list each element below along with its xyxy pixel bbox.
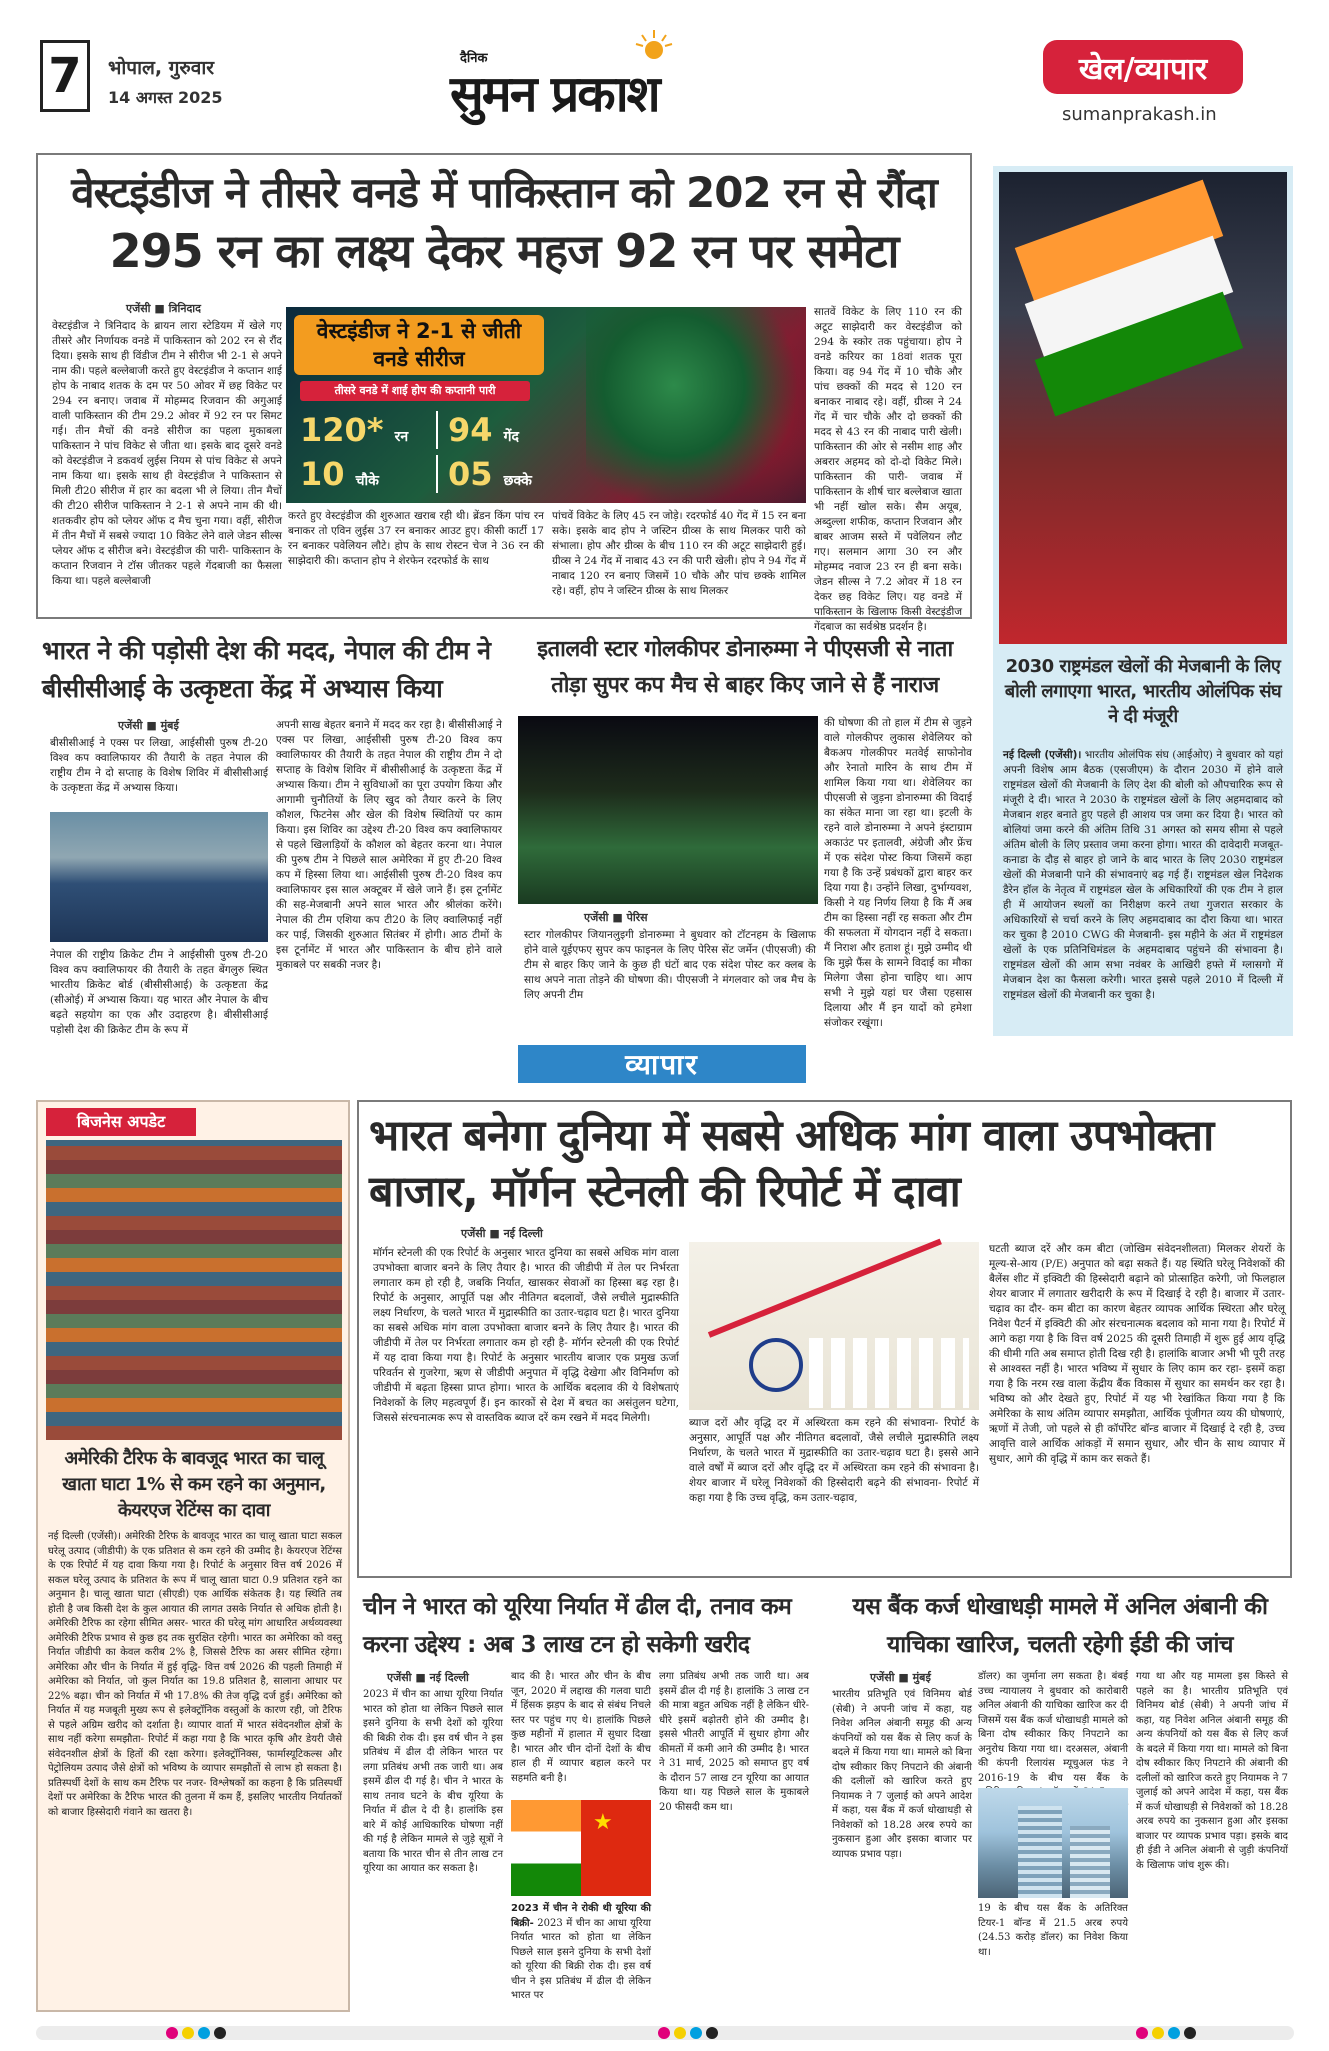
paper-name: सुमन प्रकाश [450, 65, 659, 123]
page-number: 7 [48, 48, 82, 104]
cwg-body-text: भारतीय ओलंपिक संघ (आईओए) ने बुधवार को यहां अपनी विशेष आम बैठक (एसजीएम) के दौरान 2030 में होने वाले राष्ट्रमंडल खेलों की मेजबानी के लिए देश की बोली को औपचारिक रूप से मंजूरी दे दी। भारत ने 2030 के राष्ट्रमंडल खेलों के लिए अहमदाबाद को मेजबान शहर बनाते हुए पहले ही आशय पत्र जमा कर दिया है। भारत को बोलियां जमा करने की अंतिम तिथि 31 अगस्त को समय सीमा से पहले अंतिम बोली के लिए प्रस्ताव जमा करना होगा। भारत की दावेदारी मजबूत- कनाडा के दौड़ से बाहर हो जाने के बाद भारत के लिए 2030 राष्ट्रमंडल खेलों की मेजबानी पाने की संभावनाएं बढ़ गई हैं। राष्ट्रमंडल खेल निदेशक डैरेन हॉल के नेतृत्व में राष्ट्रमंडल खेल के अधिकारियों की एक टीम ने हाल ही में आयोजन स्थलों का निरीक्षण करने तथा गुजरात सरकार के अधिकारियों से चर्चा करने के लिए अहमदाबाद का दौरा किया था। भारत कर चुका है 2010 CWG की मेजबानी- इस महीने के अंत में राष्ट्रमंडल खेलों के एक प्रतिनिधिमंडल के अहमदाबाद पहुंचने की संभावना है। राष्ट्रमंडल खेलों की आम सभा नवंबर के आखिरी हफ्ते में ग्लासगो में मेजबान देश का फैसला करेगी। भारत इससे पहले 2010 में दिल्ली में राष्ट्रमंडल खेलों की मेजबानी कर चुका है। [1003, 749, 1283, 1001]
nepal-headline: भारत ने की पड़ोसी देश की मदद, नेपाल की टीम ने बीसीसीआई के उत्कृष्टता केंद्र में अभ्यास किया [42, 636, 491, 703]
chart-bars [809, 1338, 969, 1408]
urea-caption-body: 2023 में चीन का आधा यूरिया निर्यात भारत को होता था लेकिन पिछले साल इसने दुनिया के सभी देशों को यूरिया की बिक्री रोक दी। इस वर्ष चीन ने इस प्रतिबंध में ढील दी लेकिन भारत पर [511, 1917, 651, 2001]
cricket-story [36, 153, 972, 633]
yesbank-building-photo [978, 1788, 1128, 1898]
cricket-overlay-title: वेस्टइंडीज ने 2-1 से जीती वनडे सीरीज [294, 315, 544, 375]
footer-dot [1136, 2027, 1148, 2039]
yesbank-story [826, 1588, 1294, 2013]
footer-dot [214, 2027, 226, 2039]
paper-small-name: दैनिक [460, 51, 488, 66]
footer-dot [690, 2027, 702, 2039]
yesbank-caption: 19 के बीच यस बैंक के अतिरिक्त टियर-1 बॉन्ड में 21.5 अरब रुपये (24.53 करोड़ डॉलर) का निवेश किया था। [978, 1903, 1128, 1958]
yesbank-headline: यस बैंक कर्ज धोखाधड़ी मामले में अनिल अंबानी की याचिका खारिज, चलती रहेगी ईडी की जांच [852, 1594, 1268, 1658]
footer-strip [36, 2026, 1294, 2040]
yesbank-byline: एजेंसी ■ मुंबई [870, 1671, 931, 1684]
yesbank-col-1: भारतीय प्रतिभूति एवं विनिमय बोर्ड (सेबी) ने अपनी जांच में कहा, यह निवेश अनिल अंबानी समूह की अन्य कंपनियों को यस बैंक से लिए कर्ज के बदले में किया गया था। मामले को बिना दोष स्वीकार किए निपटाने की अंबानी की दलीलों को खारिज करते हुए नियामक ने 7 जुलाई को अपने आदेश में कहा, यस बैंक में कर्ज धोखाधड़ी से निवेशकों को 18.28 अरब रुपये का नुकसान हुआ और इसका बाजार पर व्यापक प्रभाव पड़ा। [832, 1689, 972, 1860]
cwg-story [993, 166, 1293, 1036]
cricket-col-1: वेस्टइंडीज ने त्रिनिदाद के ब्रायन लारा स्टेडियम में खेले गए तीसरे और निर्णायक वनडे में पाकिस्तान को 202 रन से रौंद दिया। इसके साथ ही विंडीज टीम ने सीरीज भी 2-1 से अपने नाम की। पहले बल्लेबाजी करते हुए वेस्टइंडीज ने कप्तान शाई होप के नाबाद शतक के दम पर 50 ओवर में छह विकेट पर 294 रन बनाए। जवाब में मोहम्मद रिजवान की अगुआई वाली पाकिस्तान की टीम 29.2 ओवर में 92 रन पर सिमट गई। तीन मैचों की वनडे सीरीज का पहला मुकाबला पाकिस्तान ने पांच विकेट से जीता था। इसके बाद दूसरे वनडे को वेस्टइंडीज ने डकवर्थ लुईस नियम से पांच विकेट से अपने नाम किया था। इसके साथ ही वेस्टइंडीज ने पाकिस्तान से मिली टी20 सीरीज में हार का बदला भी ले लिया। तीन मैचों की टी20 सीरीज पाकिस्तान ने 2-1 से अपने नाम की थी। शतकवीर होप को प्लेयर ऑफ द मैच चुना गया। वहीं, सीरीज में तीन मैचों में सबसे ज्यादा 10 विकेट लेने वाले जेडन सील्स प्लेयर ऑफ द सीरीज बने। वेस्टइंडीज की पारी- पाकिस्तान के कप्तान रिजवान ने टॉस जीतकर पहले गेंदबाजी का फैसला किया था। पहले बल्लेबाजी [52, 320, 282, 587]
nepal-col-2: अपनी साख बेहतर बनाने में मदद कर रहा है। बीसीसीआई ने एक्स पर लिखा, आईसीसी पुरुष टी-20 विश्व कप क्वालिफायर की तैयारी के तहत नेपाल की राष्ट्रीय टीम ने दो सप्ताह के विशेष शिविर में बीसीसीआई के उत्कृष्टता केंद्र में अभ्यास किया। टीम ने सुविधाओं का पूरा उपयोग किया और आगामी चुनौतियों के लिए खुद को तैयार करने के लिए कौशल, फिटनेस और खेल की विशेष स्थितियों पर काम किया। इस शिविर का उद्देश्य टी-20 विश्व कप क्वालिफायर से पहले खिलाड़ियों के कौशल को बेहतर करना था। नेपाल की पुरुष टीम ने पिछले साल अमेरिका में हुए टी-20 विश्व कप में हिस्सा लिया था। आईसीसी पुरुष टी-20 विश्व कप क्वालिफायर इस साल अक्टूबर में खेले जाने हैं। इस टूर्नामेंट की सह-मेजबानी अपने साल भारत और श्रीलंका करेंगे। नेपाल की टीम एशिया कप टी20 के लिए क्वालिफाई नहीं कर पाई, जिसकी शुरुआत सितंबर में होगी। आठ टीमों के इस टूर्नामेंट में भारत और पाकिस्तान के बीच होने वाले मुकाबले पर सबकी नजर है। [276, 719, 502, 971]
website-link[interactable]: sumanprakash.in [1062, 104, 1217, 125]
morgan-byline: एजेंसी ■ नई दिल्ली [461, 1227, 543, 1240]
cwg-headline: 2030 राष्ट्रमंडल खेलों की मेजबानी के लिए बोली लगाएगा भारत, भारतीय ओलंपिक संघ ने दी मंजूरी [1004, 656, 1282, 727]
cwg-byline: नई दिल्ली (एजेंसी)। [1003, 749, 1082, 761]
stat-box-runs [300, 411, 430, 449]
cricket-headline-1: वेस्टइंडीज ने तीसरे वनडे में पाकिस्तान को 202 रन से रौंदा [71, 168, 937, 217]
sun-logo-icon [634, 30, 674, 52]
yesbank-col-3: गया था और यह मामला इस किस्ते से पहले का है। भारतीय प्रतिभूति एवं विनिमय बोर्ड (सेबी) ने अपनी जांच में कहा, यह निवेश अनिल अंबानी समूह की अन्य कंपनियों को यस बैंक से लिए कर्ज के बदले में किया गया था। मामले को बिना दोष स्वीकार किए निपटाने की अंबानी की दलीलों को खारिज करते हुए नियामक ने 7 जुलाई को अपने आदेश में कहा, यस बैंक में कर्ज धोखाधड़ी से निवेशकों को 18.28 अरब रुपये का नुकसान हुआ और इसका बाजार पर व्यापक प्रभाव पड़ा। इसके बाद ही ईडी ने अनिल अंबानी से जुड़ी कंपनियों के खिलाफ जांच शुरू की। [1136, 1671, 1288, 1871]
dateline [108, 54, 308, 108]
yesbank-col-2: डॉलर) का जुर्माना लग सकता है। बंबई उच्च न्यायालय ने बुधवार को कारोबारी अनिल अंबानी की याचिका खारिज कर दी जिसमें यस बैंक कर्ज धोखाधड़ी मामले को बिना दोष स्वीकार किए निपटाने का अनुरोध किया गया था। दरअसल, अंबानी की कंपनी रिलायंस म्यूचुअल फंड ने 2016-19 के बीच यस बैंक के [978, 1671, 1128, 1784]
city-day: भोपाल, गुरुवार [108, 57, 215, 79]
cricket-col-2: करते हुए वेस्टइंडीज की शुरुआत खराब रही थी। ब्रेंडन किंग पांच रन बनाकर तो एविन लुईस 37 रन बनाकर आउट हुए। कीसी कार्टी 17 रन बनाकर पवेलियन लौटे। होप के साथ रोस्टन चेज ने 36 रन की साझेदारी की। कप्तान होप ने शेरफेन रदरफोर्ड के साथ [288, 510, 544, 567]
stat-box-fours [300, 455, 430, 493]
morgan-chart-graphic [689, 1242, 979, 1410]
paper-logo [440, 30, 860, 130]
footer-dot [674, 2027, 686, 2039]
nepal-col-1-bottom: नेपाल की राष्ट्रीय क्रिकेट टीम ने आईसीसी पुरुष टी-20 विश्व कप क्वालिफायर की तैयारी के तहत बेंगलुरु स्थित भारतीय क्रिकेट बोर्ड (बीसीसीआई) के उत्कृष्टता केंद्र (सीओई) में अभ्यास किया। यह भारत और नेपाल के बीच बढ़ते सहयोग का एक और उदाहरण है। बीसीसीआई पड़ोसी देश की क्रिकेट टीम के रूप में [50, 949, 268, 1036]
stat-runs-label: रन [394, 429, 409, 445]
page-number-box [40, 40, 90, 112]
donnarumma-photo [518, 716, 818, 904]
stat-balls-label: गेंद [503, 429, 519, 445]
footer-dot [166, 2027, 178, 2039]
footer-dot [658, 2027, 670, 2039]
business-update-body: नई दिल्ली (एजेंसी)। अमेरिकी टैरिफ के बावजूद भारत का चालू खाता घाटा सकल घरेलू उत्पाद (जीडीपी) के एक प्रतिशत से कम रहने की उम्मीद है। केयरएज रेटिंग्स के एक रिपोर्ट में यह दावा किया गया है। रिपोर्ट के अनुसार वित्त वर्ष 2026 में सकल घरेलू उत्पाद के प्रतिशत के रूप में चालू खाता घाटा 0.9 प्रतिशत रहने का अनुमान है। चालू खाता घाटा (सीएडी) एक आर्थिक संकेतक है। यह स्थिति तब होती है जब किसी देश के कुल आयात की लागत उसके निर्यात से अधिक होती है। अमेरिकी टैरिफ का रहेगा सीमित असर- भारत की घरेलू मांग आधारित अर्थव्यवस्था अमेरिकी टैरिफ प्रभाव से कुछ हद तक सुरक्षित रहेगी। भारत का अमेरिका को वस्तु निर्यात जीडीपी का केवल करीब 2% है, जिससे टैरिफ का असर सीमित रहेगा। अमेरिका और चीन के निर्यात में हुई वृद्धि- वित्त वर्ष 2026 की पहली तिमाही में अमेरिका को निर्यात, जो कुल निर्यात का 19.8 प्रतिशत है, सालाना आधार पर 22% बढ़ा। चीन को निर्यात में भी 17.8% की तेज वृद्धि दर्ज हुई। अमेरिका को निर्यात में यह मजबूती मुख्य रूप से इलेक्ट्रॉनिक वस्तुओं के कारण रही, जो टैरिफ से पहले अग्रिम खरीद को दर्शाता है। व्यापार वार्ता में भारत संवेदनशील क्षेत्रों के साथ नहीं करेगा समझौता- रिपोर्ट में कहा गया है कि भारत कृषि और डेयरी जैसे संवेदनशील क्षेत्रों के हितों की रक्षा करेगा। इलेक्ट्रॉनिक्स, फार्मास्यूटिकल्स और पेट्रोलियम उत्पाद जैसे क्षेत्रों को भविष्य के व्यापार समझौतों से लाभ हो सकता है। प्रतिस्पर्धी देशों के साथ कम टैरिफ पर नजर- विश्लेषकों का कहना है कि प्रतिस्पर्धी देशों पर अमेरिका के टैरिफ भारत की तुलना में कम हैं, इसलिए भारतीय निर्यातकों को बाजार हिस्सेदारी गंवाने का खतरा है। [48, 1531, 342, 1818]
urea-col-2: बाद की है। भारत और चीन के बीच जून, 2020 में लद्दाख की गलवा घाटी में हिंसक झड़प के बाद से संबंध निचले स्तर पर पहुंच गए थे। हालांकि पिछले कुछ महीनों में हालात में सुधार दिखा है। भारत और चीन दोनों देशों के बीच हाल ही में व्यापार बहाल करने पर सहमति बनी है। [511, 1671, 651, 1784]
stat-box-sixes [436, 455, 556, 493]
china-star: ★ [593, 1810, 613, 1835]
donnarumma-story [516, 632, 974, 1032]
section-name: खेल/व्यापार [1078, 51, 1208, 87]
footer-dot [198, 2027, 210, 2039]
stat-runs-value: 120* [300, 411, 384, 449]
section-tag [1043, 40, 1243, 94]
nepal-byline: एजेंसी ■ मुंबई [118, 719, 179, 732]
urea-byline: एजेंसी ■ नई दिल्ली [387, 1671, 469, 1684]
stat-fours-label: चौके [355, 473, 379, 489]
vyapar-banner [518, 1045, 806, 1083]
urea-story [357, 1588, 815, 2013]
morgan-headline: भारत बनेगा दुनिया में सबसे अधिक मांग वाला उपभोक्ता बाजार, मॉर्गन स्टेनली की रिपोर्ट में दावा [369, 1111, 1214, 1217]
footer-dot [182, 2027, 194, 2039]
nepal-story [36, 632, 506, 1036]
urea-col-1: 2023 में चीन का आधा यूरिया निर्यात भारत को होता था लेकिन पिछले साल इसने दुनिया के सभी देशों को यूरिया की बिक्री रोक दी। इस वर्ष चीन ने इस प्रतिबंध में ढील दी लेकिन भारत पर लगा प्रतिबंध अभी तक जारी था। अब इसमें ढील दी गई है। चीन ने भारत के साथ तनाव घटने के बीच यूरिया के निर्यात में ढील दे दी है। हालांकि इस बारे में कोई आधिकारिक घोषणा नहीं की गई है लेकिन मामले से जुड़े सूत्रों ने बताया कि भारत चीन से तीन लाख टन यूरिया का आयात कर सकता है। [363, 1689, 503, 1874]
india-flag [511, 1800, 581, 1896]
cricket-headline-2: 295 रन का लक्ष्य देकर महज 92 रन पर समेटा [109, 224, 899, 278]
urea-caption-title: 2023 में चीन ने रोकी थी यूरिया की बिक्री- [511, 1903, 651, 1929]
cricket-col-4: सातवें विकेट के लिए 110 रन की अटूट साझेदारी कर वेस्टइंडीज को 294 के स्कोर तक पहुंचाया। होप ने वनडे करियर का 18वां शतक पूरा किया। वह 94 गेंद में 10 चौके और पांच छक्कों की मदद से 120 रन बनाकर नाबाद रहे। वहीं, ग्रीव्स ने 24 गेंद में चार चौके और दो छक्कों की मदद से 43 रन की नाबाद पारी खेली। पाकिस्तान की ओर से नसीम शाह और अबरार अहमद को दो-दो विकेट मिले। पाकिस्तान की पारी- जवाब में पाकिस्तान के शीर्ष चार बल्लेबाज खाता भी नहीं खोल सके। सैम अयूब, अब्दुल्ला शफीक, कप्तान रिजवान और बाबर आजम सस्ते में पवेलियन लौट गए। सलमान आगा 30 रन और मोहम्मद नवाज 23 रन ही बना सके। जेडन सील्स ने 7.2 ओवर में 18 रन देकर छह विकेट लिए। यह वनडे में पाकिस्तान के खिलाफ किसी वेस्टइंडीज गेंदबाज का सर्वश्रेष्ठ प्रदर्शन है। [814, 306, 962, 633]
business-update-headline: अमेरिकी टैरिफ के बावजूद भारत का चालू खाता घाटा 1% से कम रहने का अनुमान, केयरएज रेटिंग्स का दावा [62, 1448, 326, 1521]
footer-dot [706, 2027, 718, 2039]
cricket-col-3: पांचवें विकेट के लिए 45 रन जोड़े। रदरफोर्ड 40 गेंद में 15 रन बना सके। इसके बाद होप ने जस्टिन ग्रीव्स के साथ मिलकर पारी को संभाला। होप और ग्रीव्स के बीच 110 रन की अटूट साझेदारी हुई। ग्रीव्स ने 24 गेंद में नाबाद 43 रन की पारी खेली। होप ने 94 गेंद में नाबाद 120 रन बनाए जिसमें 10 चौके और पांच छक्के शामिल रहे। वहीं, होप ने जस्टिन ग्रीव्स के साथ मिलकर [552, 510, 806, 597]
nepal-team-photo [50, 812, 268, 942]
issue-date: 14 अगस्त 2025 [108, 88, 223, 107]
morgan-col-2: ब्याज दरों और वृद्धि दर में अस्थिरता कम रहने की संभावना- रिपोर्ट के अनुसार, आपूर्ति पक्ष और नीतिगत बदलावों, जैसे लचीले मुद्रास्फीति लक्ष्य निर्धारण, के चलते भारत में मुद्रास्फीति का उतार-चढ़ाव घटा है। इससे आने वाले वर्षों में ब्याज दरों और वृद्धि दर में अस्थिरता कम रहने की संभावना है। शेयर बाजार में घरेलू निवेशकों की हिस्सेदारी बढ़ने की संभावना- रिपोर्ट में कहा गया है कि उच्च वृद्धि, कम उतार-चढ़ाव, [689, 1417, 979, 1504]
cwg-body [1003, 748, 1283, 1028]
donnarumma-byline: एजेंसी ■ पेरिस [584, 911, 648, 924]
cricket-byline: एजेंसी ■ त्रिनिदाद [126, 302, 201, 315]
stat-sixes-value: 05 [448, 455, 493, 493]
cricket-graphic [286, 307, 806, 503]
containers-photo [46, 1140, 342, 1440]
stat-balls-value: 94 [448, 411, 493, 449]
urea-headline: चीन ने भारत को यूरिया निर्यात में ढील दी, तनाव कम करना उद्देश्य : अब 3 लाख टन हो सकेगी खरीद [363, 1594, 792, 1658]
building-tower-2 [1070, 1826, 1110, 1898]
stat-sixes-label: छक्के [503, 473, 532, 489]
building-tower [1018, 1806, 1062, 1898]
china-flag [581, 1800, 651, 1896]
morgan-story [357, 1100, 1292, 1578]
urea-caption [511, 1902, 651, 2008]
vyapar-label: व्यापार [625, 1048, 699, 1081]
urea-col-3: लगा प्रतिबंध अभी तक जारी था। अब इसमें ढील दी गई है। हालांकि 3 लाख टन की मात्रा बहुत अधिक नहीं है लेकिन धीरे-धीरे इसमें बढ़ोतरी होने की उम्मीद है। इससे भीतरी आपूर्ति में सुधार होगा और कीमतों में कमी आने की उम्मीद है। भारत ने 31 मार्च, 2025 को समाप्त हुए वर्ष के दौरान 57 लाख टन यूरिया का आयात किया था। यह पिछले साल के मुकाबले 20 फीसदी कम था। [659, 1671, 809, 1813]
masthead [0, 0, 1329, 150]
cwg-photo [999, 172, 1287, 644]
cricket-overlay-sub: तीसरे वनडे में शाई होप की कप्तानी पारी [300, 381, 530, 401]
stat-box-balls [436, 411, 556, 449]
donnarumma-headline: इतालवी स्टार गोलकीपर डोनारुम्मा ने पीएसजी से नाता तोड़ा सुपर कप मैच से बाहर किए जाने से हैं नाराज [537, 637, 953, 698]
cricket-players-photo [586, 307, 806, 503]
chart-arrow [708, 1239, 942, 1338]
morgan-col-1: मॉर्गन स्टेनली की एक रिपोर्ट के अनुसार भारत दुनिया का सबसे अधिक मांग वाला उपभोक्ता बाजार बनने के लिए तैयार है। भारत की जीडीपी में तेल पर निर्भरता लगातार कम हो रही है, जबकि निर्यात, खासकर सेवाओं का हिस्सा बढ़ रहा है। रिपोर्ट के अनुसार, आपूर्ति पक्ष और नीतिगत बदलावों, जैसे लचीले मुद्रास्फीति लक्ष्य निर्धारण, के चलते भारत में मुद्रास्फीति का उतार-चढ़ाव घटा है। भारत दुनिया का सबसे अधिक मांग वाला उपभोक्ता बाजार बनने के लिए तैयार है। भारत की जीडीपी में तेल पर निर्भरता लगातार कम हो रही है- मॉर्गन स्टेनली की एक रिपोर्ट में यह दावा किया गया है। रिपोर्ट के अनुसार भारतीय बाजार एक प्रमुख ऊर्जा परिवर्तन से गुजरेगा, ऋण से जीडीपी अनुपात में वृद्धि देखेगा और विनिर्माण को जीडीपी में बढ़ता हिस्सा प्राप्त होगा। भारत के आर्थिक बदलाव की ये विशेषताएं निवेशकों के लिए महत्वपूर्ण हैं। इन कारकों से देश में बचत का असंतुलन घटेगा, जिससे संरचनात्मक रूप से वास्तविक ब्याज दरें कम रखने में मदद मिलेगी। [373, 1247, 679, 1424]
stat-fours-value: 10 [300, 455, 345, 493]
footer-dot [1184, 2027, 1196, 2039]
india-china-flags [511, 1800, 651, 1896]
donnarumma-col-2: की घोषणा की तो हाल में टीम से जुड़ने वाले गोलकीपर लुकास शेवेलियर को बैकअप गोलकीपर मतवेई साफोनोव और रेनातो मारिन के साथ टीम में शामिल किया गया था। शेवेलियर का पीएसजी से जुड़ना डोनारुम्मा की विदाई का संकेत माना जा रहा था। इटली के रहने वाले डोनारुम्मा ने अपने इंस्टाग्राम अकाउंट पर इतालवी, अंग्रेजी और फ्रेंच में एक संदेश पोस्ट किया जिसमें कहा गया है कि उन्हें प्रबंधकों द्वारा बाहर कर दिया गया है। उन्होंने लिखा, दुर्भाग्यवश, किसी ने यह निर्णय लिया है कि मैं अब टीम का हिस्सा नहीं रह सकता और टीम की सफलता में योगदान नहीं दे सकता। मैं निराश और हताश हूं। मुझे उम्मीद थी कि मुझे फैंस के सामने विदाई का मौका मिलेगा जैसा होना चाहिए था। आप सभी ने मुझे यहां घर जैसा एहसास दिलाया और मैं इन यादों को हमेशा संजोकर रखूंगा। [824, 717, 972, 1029]
morgan-col-3: घटती ब्याज दरें और कम बीटा (जोखिम संवेदनशीलता) मिलकर शेयरों के मूल्य-से-आय (P/E) अनुपात को बढ़ा सकते हैं। यह स्थिति घरेलू निवेशकों की बैलेंस शीट में इक्विटी की हिस्सेदारी बढ़ाने को प्रोत्साहित करेगी, जो फिलहाल शेयर बाजार में लगातार खरीदारी के रूप में दिखाई दे रही है। बाजार में उतार-चढ़ाव का दौर- कम बीटा का कारण बेहतर व्यापक आर्थिक स्थिरता और घरेलू निवेश पैटर्न में इक्विटी की ओर संरचनात्मक बदलाव को माना गया है। रिपोर्ट में आगे कहा गया है कि वित्त वर्ष 2025 की दूसरी तिमाही में शुरू हुई आय वृद्धि की धीमी गति अब समाप्त होती दिख रही है। हालांकि बाजार अभी भी पूरी तरह से आश्वस्त नहीं है। भारत भविष्य में सुधार के लिए काम कर रहा- इसमें कहा गया है कि नरम रख वाला केंद्रीय बैंक विकास में सुधार का समर्थन कर रहा है। भविष्य को और देखते हुए, रिपोर्ट में यह भी रेखांकित किया गया है कि अमेरिका के साथ अंतिम व्यापार समझौता, आर्थिक पूंजीगत व्यय की घोषणाएं, ऋणों में तेजी, जो पहले से ही कॉर्पोरेट बॉन्ड बाजार में दिखाई दे रही है, उच्च आवृत्ति वाले आर्थिक आंकड़ों में समान सुधार, और चीन के साथ व्यापार में सुधार, आगे की वृद्धि में काम कर सकते हैं। [989, 1243, 1285, 1465]
donnarumma-col-1: स्टार गोलकीपर जियानलुइगी डोनारुम्मा ने बुधवार को टॉटनहम के खिलाफ होने वाले यूईएफए सुपर कप फाइनल के लिए पेरिस सेंट जर्मेन (पीएसजी) की टीम से बाहर किए जाने के कुछ ही घंटों बाद एक संदेश पोस्ट कर क्लब के साथ अपने नाता तोड़ने की घोषणा की। पीएसजी ने मंगलवार को जब मैच के लिए अपनी टीम [524, 929, 816, 1001]
nepal-col-1-top: बीसीसीआई ने एक्स पर लिखा, आईसीसी पुरुष टी-20 विश्व कप क्वालिफायर की तैयारी के तहत नेपाल की राष्ट्रीय टीम ने दो सप्ताह के विशेष शिविर में बीसीसीआई के उत्कृष्टता केंद्र में अभ्यास किया। [50, 737, 268, 794]
business-update-tag: बिजनेस अपडेट [46, 1108, 196, 1136]
chakra-circle [749, 1338, 803, 1392]
footer-dot [1152, 2027, 1164, 2039]
business-update [36, 1100, 350, 2012]
footer-dot [1168, 2027, 1180, 2039]
